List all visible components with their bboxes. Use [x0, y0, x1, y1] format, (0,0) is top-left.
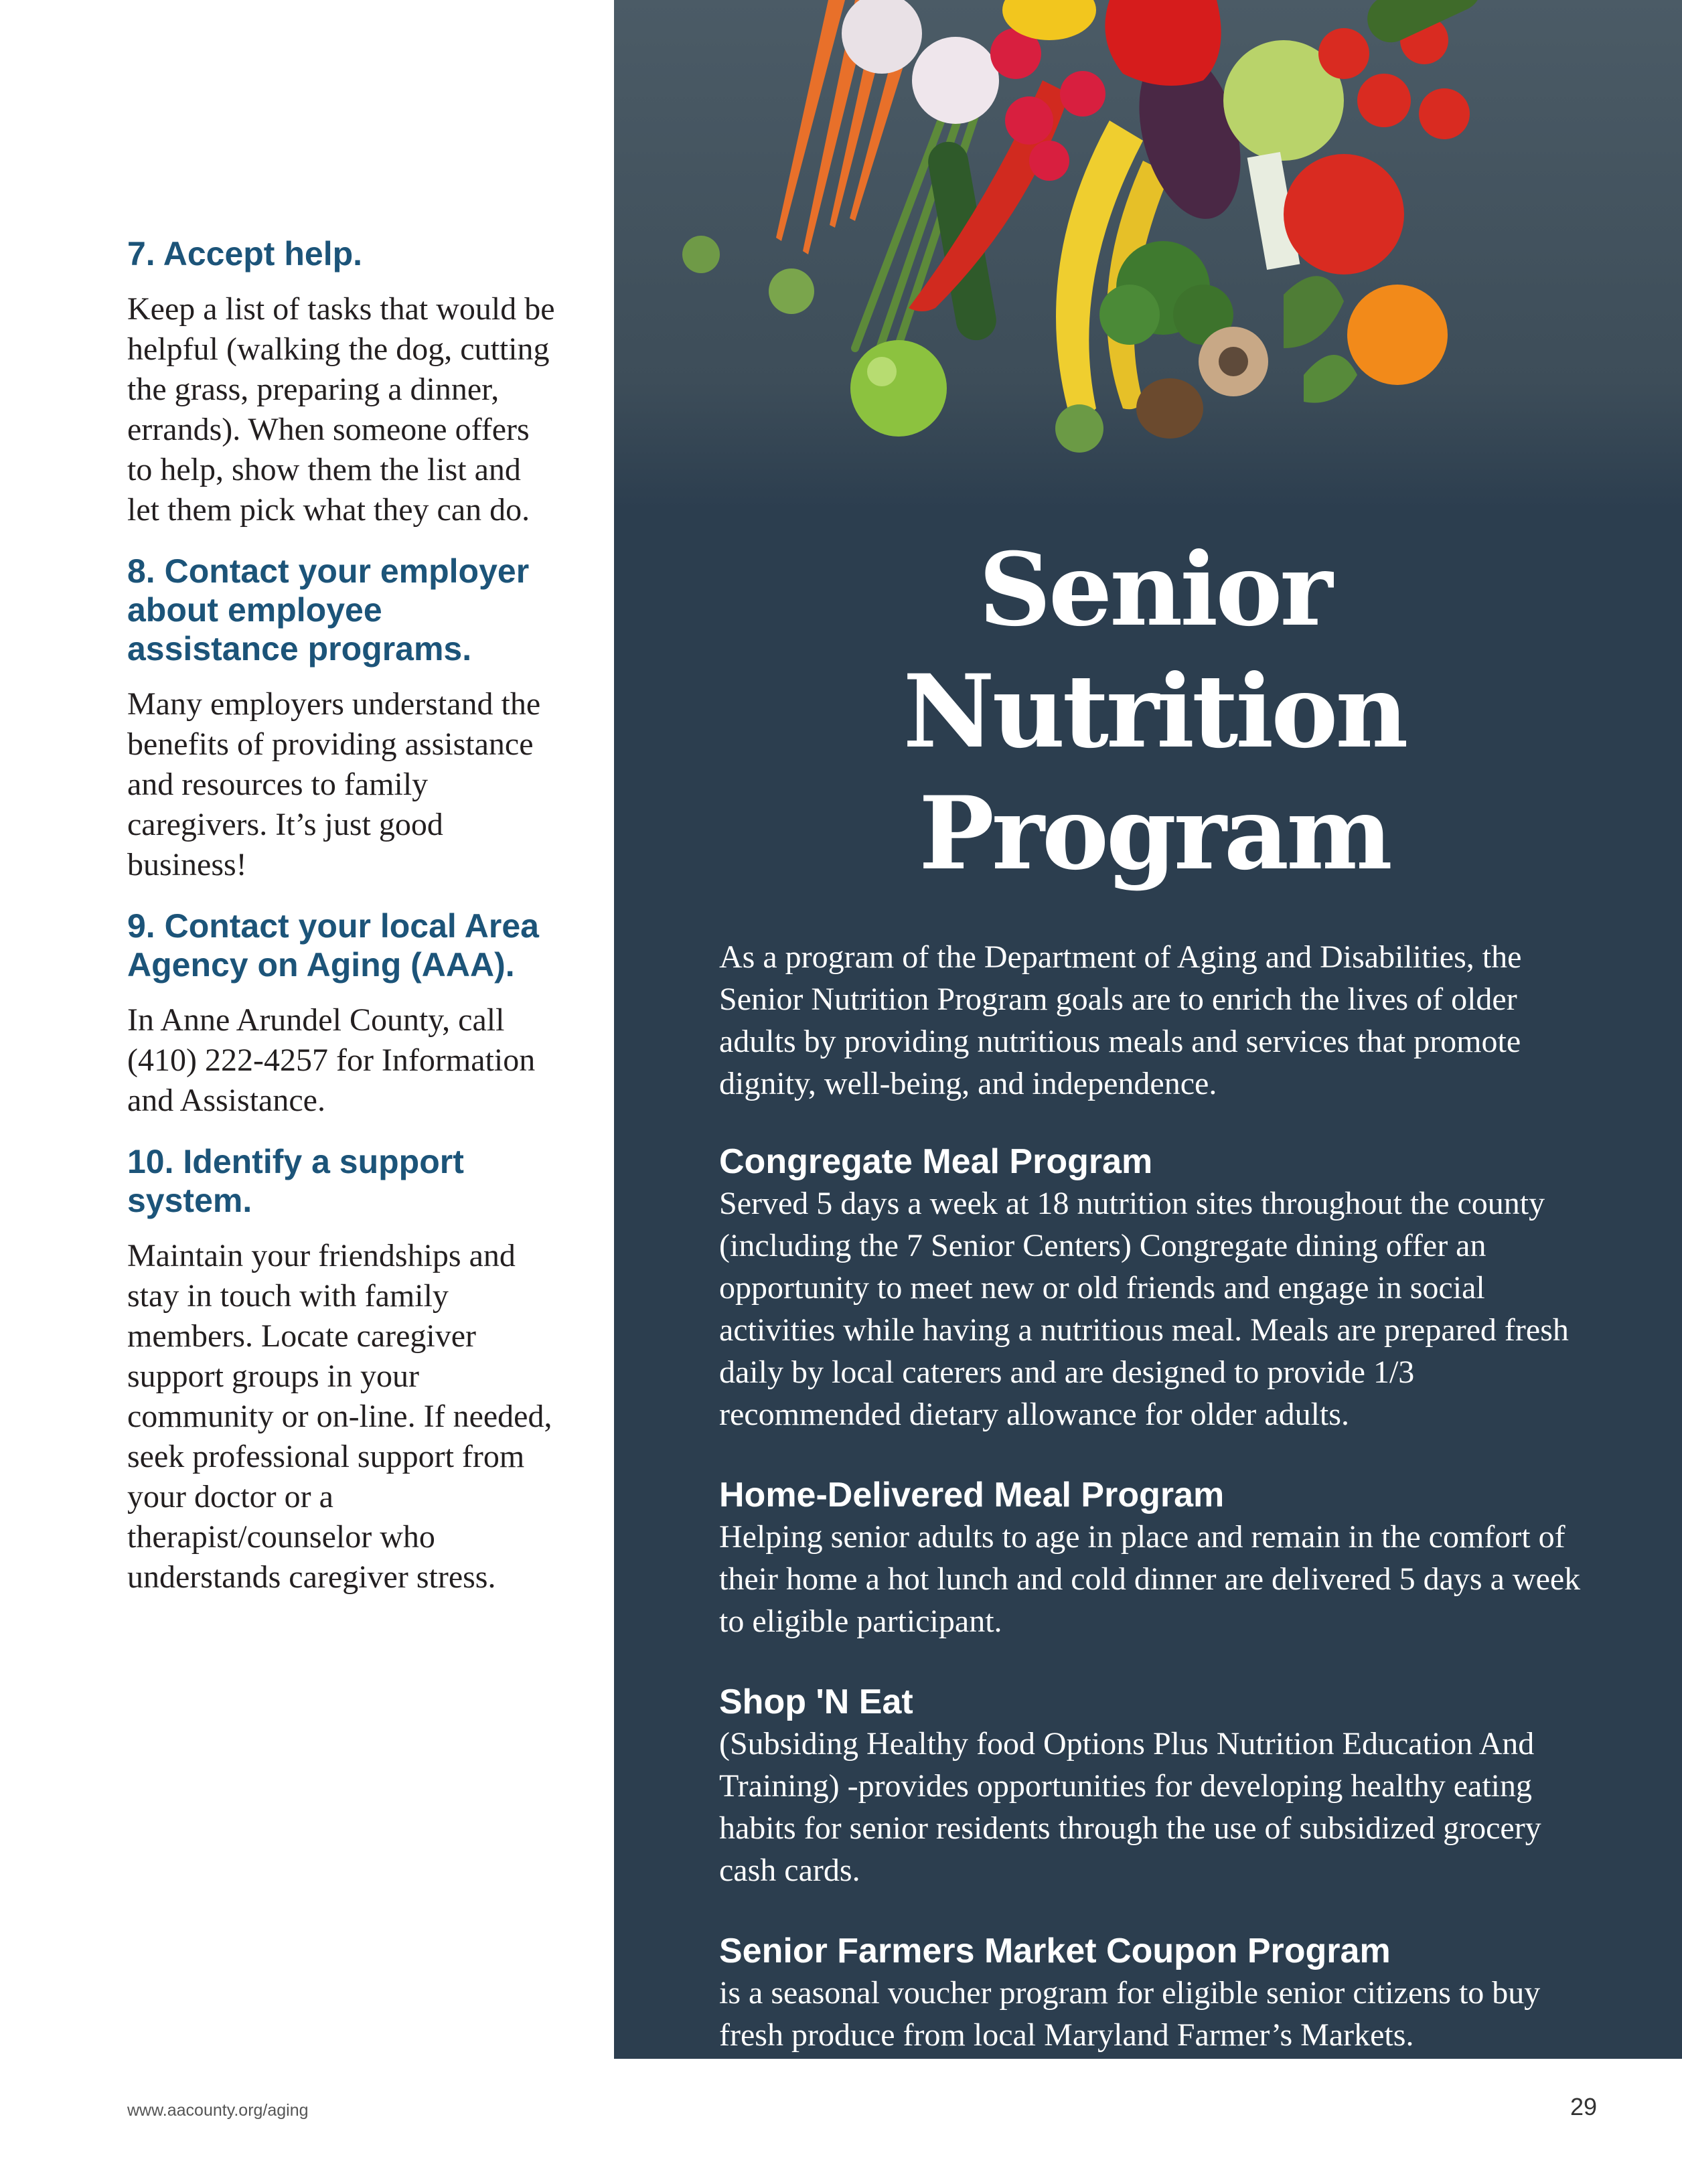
- tip-body: In Anne Arundel County, call (410) 222-4257 for Information and Assistance.: [127, 1002, 536, 1118]
- program-content: [719, 529, 1590, 2059]
- section-heading: Senior Farmers Market Coupon Program: [719, 1932, 1391, 1970]
- section-body: Served 5 days a week at 18 nutrition sites throughout the county (including the 7 Senior Centers) Congregate dining offer an opportunity to meet new or old friends and engage in social activities while having a nutritious meal. Meals are prepared fresh daily by local caterers and are designed to provide 1/3 recommended dietary allowance for older adults.: [719, 1186, 1569, 1432]
- tip-heading: 7. Accept help.: [127, 235, 363, 272]
- section-heading: Home-Delivered Meal Program: [719, 1476, 1225, 1514]
- tip-heading: 10. Identify a support system.: [127, 1143, 464, 1219]
- section-body: Helping senior adults to age in place and remain in the comfort of their home a hot lunch and cold dinner are delivered 5 days a week to eligible participant.: [719, 1519, 1581, 1639]
- footer-url: www.aacounty.org/aging: [127, 2101, 309, 2120]
- page-number: 29: [1570, 2093, 1597, 2120]
- tip-body: Keep a list of tasks that would be helpful (walking the dog, cutting the grass, preparing a dinner, errands). When someone offers to help, show them the list and let them pick what they can do.: [127, 291, 555, 528]
- senior-nutrition-panel: [614, 0, 1682, 2059]
- program-title: Senior Nutrition Program: [903, 531, 1406, 892]
- tip-heading: 9. Contact your local Area Agency on Aging (AAA).: [127, 907, 539, 984]
- section-body: (Subsiding Healthy food Options Plus Nutrition Education And Training) -provides opportunities for developing healthy eating habits for senior residents through the use of subsidized grocery cash cards.: [719, 1726, 1541, 1888]
- tip-heading: 8. Contact your employer about employee assistance programs.: [127, 552, 530, 668]
- caregiver-tips: [127, 234, 556, 1619]
- vegetables-photo: [614, 0, 1682, 509]
- tip-body: Many employers understand the benefits of providing assistance and resources to family caregivers. It’s just good business!: [127, 686, 541, 882]
- section-heading: Shop 'N Eat: [719, 1683, 913, 1721]
- section-heading: Congregate Meal Program: [719, 1142, 1153, 1181]
- tip-body: Maintain your friendships and stay in touch with family members. Locate caregiver support groups in your community or on-line. If needed, seek professional support from your doctor or a therapist/counselor who understands caregiver stress.: [127, 1238, 552, 1595]
- section-body: is a seasonal voucher program for eligible senior citizens to buy fresh produce from local Maryland Farmer’s Markets.: [719, 1975, 1541, 2053]
- program-intro: As a program of the Department of Aging and Disabilities, the Senior Nutrition Program goals are to enrich the lives of older adults by providing nutritious meals and services that promote dignity, well-being, and independence.: [719, 939, 1522, 1101]
